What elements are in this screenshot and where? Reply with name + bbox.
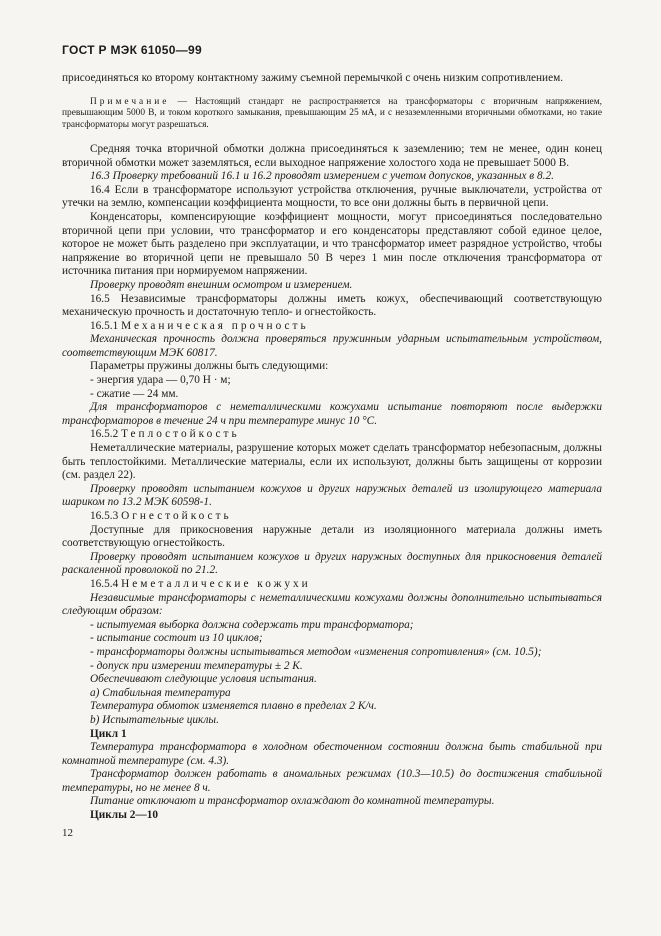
document-header: ГОСТ Р МЭК 61050—99 (62, 43, 202, 57)
paragraph: Проверку проводят испытанием кожухов и других наружных доступных для прикосновения деталей раскаленной проволокой по 21.2. (62, 550, 602, 577)
paragraph: Проверку проводят испытанием кожухов и других наружных деталей из изолирующего материала шариком по 13.2 МЭК 60598-1. (62, 482, 602, 509)
document-body (62, 72, 602, 823)
paragraph: Температура обмоток изменяется плавно в пределах 2 К/ч. (90, 700, 377, 713)
paragraph: Неметаллические материалы, разрушение которых может сделать трансформатор небезопасным, должны быть теплостойкими. Металлические материалы, если их используют, должны быть защищены от коррозии (см. раздел 22). (62, 442, 602, 482)
paragraph: Средняя точка вторичной обмотки должна присоединяться к заземлению; тем не менее, один конец вторичной обмотки может заземляться, если выходное напряжение холостого хода не превышает 5000 В. (62, 142, 602, 169)
cycle-heading: Цикл 1 (90, 727, 127, 740)
cycle-heading: Циклы 2—10 (90, 809, 159, 822)
list-item: - трансформаторы должны испытываться методом «изменения сопротивления» (см. 10.5); (90, 645, 542, 658)
section-heading: 16.5.2 Теплостойкость (90, 428, 240, 441)
paragraph: Питание отключают и трансформатор охлаждают до комнатной температуры. (90, 795, 495, 808)
paragraph: Для трансформаторов с неметаллическими кожухами испытание повторяют после выдержки трансформаторов в течение 24 ч при температуре минус 10 °С. (62, 401, 602, 427)
paragraph: Обеспечивают следующие условия испытания. (90, 673, 317, 686)
paragraph: b) Испытательные циклы. (90, 713, 219, 726)
list-item: - испытуемая выборка должна содержать три трансформатора; (90, 618, 414, 631)
note (62, 97, 602, 132)
list-item: - сжатие — 24 мм. (90, 387, 179, 400)
paragraph: Доступные для прикосновения наружные детали из изоляционного материала должны иметь соответствующую огнестойкость. (62, 523, 602, 550)
section-heading: 16.5.3 Огнестойкость (90, 510, 232, 523)
paragraph: Трансформатор должен работать в аномальных режимах (10.3—10.5) до достижения стабильной температуры, но не менее 8 ч. (62, 768, 602, 794)
list-item: - энергия удара — 0,70 Н · м; (90, 374, 231, 387)
paragraph: а) Стабильная температура (90, 686, 231, 699)
paragraph: присоединяться ко второму контактному зажиму съемной перемычкой с очень низким сопротивлением. (62, 72, 564, 84)
list-item: - допуск при измерении температуры ± 2 К. (90, 659, 303, 672)
paragraph: Параметры пружины должны быть следующими: (90, 360, 329, 373)
paragraph: Конденсаторы, компенсирующие коэффициент мощности, могут присоединяться последовательно вторичной цепи при условии, что трансформатор и его конденсаторы представляют собой единое целое, которое не может быть разделено при эксплуатации, и что трансформатор имеет разрядное устройство, чтобы напряжение во вторичной цепи не превышало 50 В через 1 мин после отключения трансформатора от источника питания при нормируемом напряжении. (62, 210, 602, 278)
paragraph: Механическая прочность должна проверяться пружинным ударным испытательным устройством, соответствующим МЭК 60817. (62, 333, 602, 359)
paragraph: Проверку проводят внешним осмотром и измерением. (90, 278, 353, 291)
page-number: 12 (62, 827, 73, 839)
paragraph: Температура трансформатора в холодном обесточенном состоянии должна быть стабильной при комнатной температуре (см. 4.3). (62, 741, 602, 767)
note-label: Примечание (90, 96, 170, 107)
paragraph: 16.4 Если в трансформаторе используют устройства отключения, ручные выключатели, устройства от утечки на землю, компенсации коэффициента мощности, то все они должны быть в первичной цепи. (62, 183, 602, 210)
list-item: - испытание состоит из 10 циклов; (90, 632, 263, 645)
paragraph: Независимые трансформаторы с неметаллическими кожухами должны дополнительно испытываться следующим образом: (62, 591, 602, 618)
note-text: — Настоящий стандарт не распространяется на трансформаторы с вторичным напряжением, превышающим 5000 В, и током короткого замыкания, превышающим 25 мА, и с незаземленными вторичными обмотками, но такие трансформаторы могут разрешаться. (62, 96, 602, 131)
section-heading: 16.5.4 Неметаллические кожухи (90, 577, 311, 590)
paragraph: 16.3 Проверку требований 16.1 и 16.2 проводят измерением с учетом допусков, указанных в 8.2. (90, 170, 554, 183)
section-heading: 16.5.1 Механическая прочность (90, 319, 309, 332)
paragraph: 16.5 Независимые трансформаторы должны иметь кожух, обеспечивающий соответствующую механическую прочность и достаточную тепло- и огнестойкость. (62, 292, 602, 319)
